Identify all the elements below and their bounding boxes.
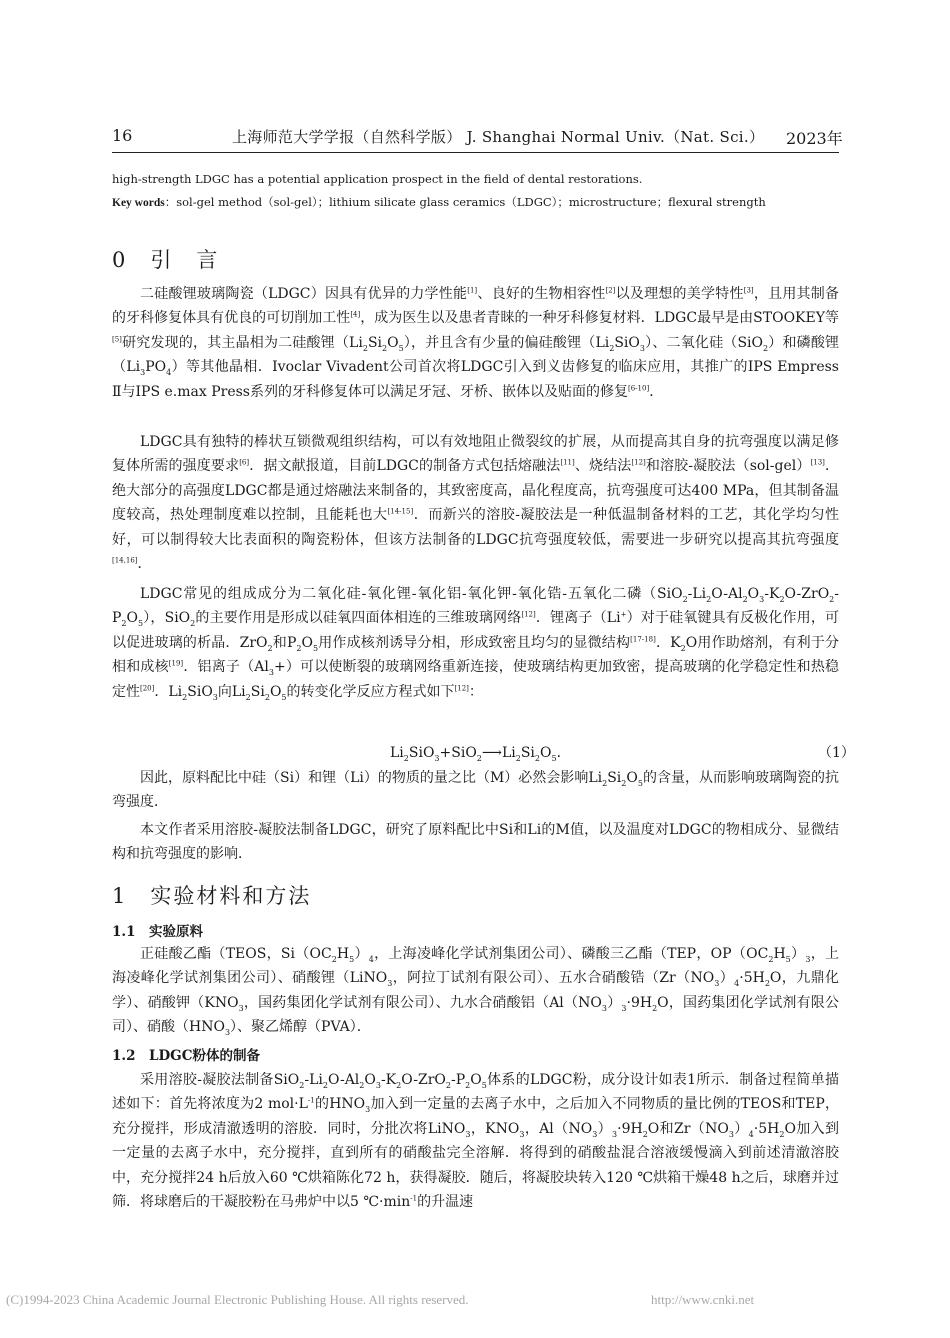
intro-paragraph-5: 本文作者采用溶胶-凝胶法制备LDGC，研究了原料配比中Si和Li的M值，以及温度对LDGC的物相成分、显微结构和抗弯强度的影响．	[112, 822, 839, 863]
publication-year: 2023年	[786, 129, 843, 148]
subsection-1-1-title: 1.1 实验原料	[112, 924, 203, 940]
preparation-paragraph: 采用溶胶-凝胶法制备$SiO_2-Li_2O-Al_2O_3-K_2O-ZrO_2-P_2O_5$体系的LDGC粉，成分设计如表1所示．制备过程简单描述如下：首先将浓度为2 $mol\cdot L^{-1}$的$HNO_3$加入到一定量的去离子水中，之后加入不同物质的量比例的TEOS和TEP，充分搅拌，形成清澈透明的溶胶．同时，分批次将LiNO$_3$，$KNO_3$，$Al(NO_3)_3\cdot 9H_2O$和$Zr(NO_3)_4\cdot 5H_2O$加入到一定量的去离子水中，充分搅拌，直到所有的硝酸盐完全溶解．将得到的硝酸盐混合溶液缓慢滴入到前述清澈溶胶中，充分搅拌24 h后放入60 ℃烘箱陈化72 h，获得凝胶．随后，将凝胶块转入120 ℃烘箱干燥48 h之后，球磨并过筛．将球磨后的干凝胶粉在马弗炉中以5 $℃\cdot\min^{-1}$的升温速	[112, 1072, 839, 1211]
keywords-label: Key words	[112, 197, 165, 209]
materials-paragraph: 正硅酸乙酯（TEOS，$Si(OC_2H_5)_4$，上海凌峰化学试剂集团公司）、磷酸三乙酯（TEP，$OP(OC_2H_5)_3$，上海凌峰化学试剂集团公司）、硝酸锂（LiNO$_3$，阿拉丁试剂有限公司）、五水合硝酸锆（$Zr(NO_3)_4\cdot 5H_2O$，九鼎化学）、硝酸钾（$KNO_3$，国药集团化学试剂有限公司）、九水合硝酸铝（$Al(NO_3)_3\cdot 9H_2O$，国药集团化学试剂有限公司）、硝酸$(HNO_3)$、聚乙烯醇（PVA）．	[112, 946, 840, 1038]
keywords-line	[112, 194, 766, 210]
page-number: 16	[112, 126, 133, 145]
intro-paragraph-3: LDGC常见的组成成分为二氧化硅-氧化锂-氧化铝-氧化钾-氧化锆-五氧化二磷$(SiO_2-Li_2O-Al_2O_3-K_2O-ZrO_2-P_2O_5)$，SiO$_2$的主要作用是形成以硅氧四面体相连的三维玻璃网络[12]．锂离子（Li+）对于硅氧键具有反极化作用，可以促进玻璃的析晶．ZrO$_2$和$P_2O_5$用作成核剂诱导分相，形成致密且均匀的显微结构[17-18]．$K_2O$用作助熔剂，有利于分相和成核[19]．铝离子$(Al_3+)$可以使断裂的玻璃网络重新连接，使玻璃结构更加致密，提高玻璃的化学稳定性和热稳定性[20]．$Li_2SiO_3$向$Li_2Si_2O_5$的转变化学反应方程式如下[12]：	[112, 586, 840, 702]
header-rule	[112, 152, 839, 153]
section-0-title: 0 引 言	[112, 248, 220, 272]
equation-1: $Li_2SiO_3+SiO_2⟶Li_2Si_2O_5$．	[390, 745, 571, 763]
intro-paragraph-4: 因此，原料配比中硅（Si）和锂（Li）的物质的量之比（M）必然会影响$Li_2Si_2O_5$的含量，从而影响玻璃陶瓷的抗弯强度．	[112, 770, 839, 811]
keywords-text: ：sol-gel method（sol-gel）；lithium silicate glass ceramics（LDGC）；microstructure；flexural strength	[164, 195, 766, 209]
intro-paragraph-1: 二硅酸锂玻璃陶瓷（LDGC）因具有优异的力学性能[1]、良好的生物相容性[2]以及理想的美学特性[3]，且用其制备的牙科修复体具有优良的可切削加工性[4]，成为医生以及患者青睐的一种牙科修复材料．LDGC最早是由STOOKEY等[5]研究发现的，其主晶相为二硅酸锂$(Li_2Si_2O_5)$，并且含有少量的偏硅酸锂$(Li_2SiO_3)$、二氧化硅（SiO$_2$）和磷酸锂$(Li_3PO_4)$等其他晶相．Ivoclar Vivadent公司首次将LDGC引入到义齿修复的临床应用，其推广的IPS Empress Ⅱ与IPS e.max Press系列的牙科修复体可以满足牙冠、牙桥、嵌体以及贴面的修复[6-10]．	[112, 286, 840, 400]
intro-paragraph-2: LDGC具有独特的棒状互锁微观组织结构，可以有效地阻止微裂纹的扩展，从而提高其自身的抗弯强度以满足修复体所需的强度要求[6]．据文献报道，目前LDGC的制备方式包括熔融法[11]、烧结法[12]和溶胶-凝胶法（sol-gel）[13]．绝大部分的高强度LDGC都是通过熔融法来制备的，其致密度高，晶化程度高，抗弯强度可达400 MPa，但其制备温度较高，热处理制度难以控制，且能耗也大[14-15]．而新兴的溶胶-凝胶法是一种低温制备材料的工艺，其化学均匀性好，可以制得较大比表面积的陶瓷粉体，但该方法制备的LDGC抗弯强度较低，需要进一步研究以提高其抗弯强度[14,16]．	[112, 434, 840, 573]
cnki-link[interactable]: http://www.cnki.net	[651, 1292, 755, 1307]
copyright-footer: (C)1994-2023 China Academic Journal Electronic Publishing House. All rights reserved.	[6, 1292, 469, 1307]
section-1-title: 1 实验材料和方法	[112, 884, 312, 908]
equation-number: （1）	[818, 745, 855, 761]
abstract-tail: high-strength LDGC has a potential application prospect in the field of dental restorations.	[112, 172, 643, 186]
subsection-1-2-title: 1.2 LDGC粉体的制备	[112, 1048, 260, 1064]
journal-title: 上海师范大学学报（自然科学版） J. Shanghai Normal Univ.（Nat. Sci.）	[232, 128, 765, 146]
